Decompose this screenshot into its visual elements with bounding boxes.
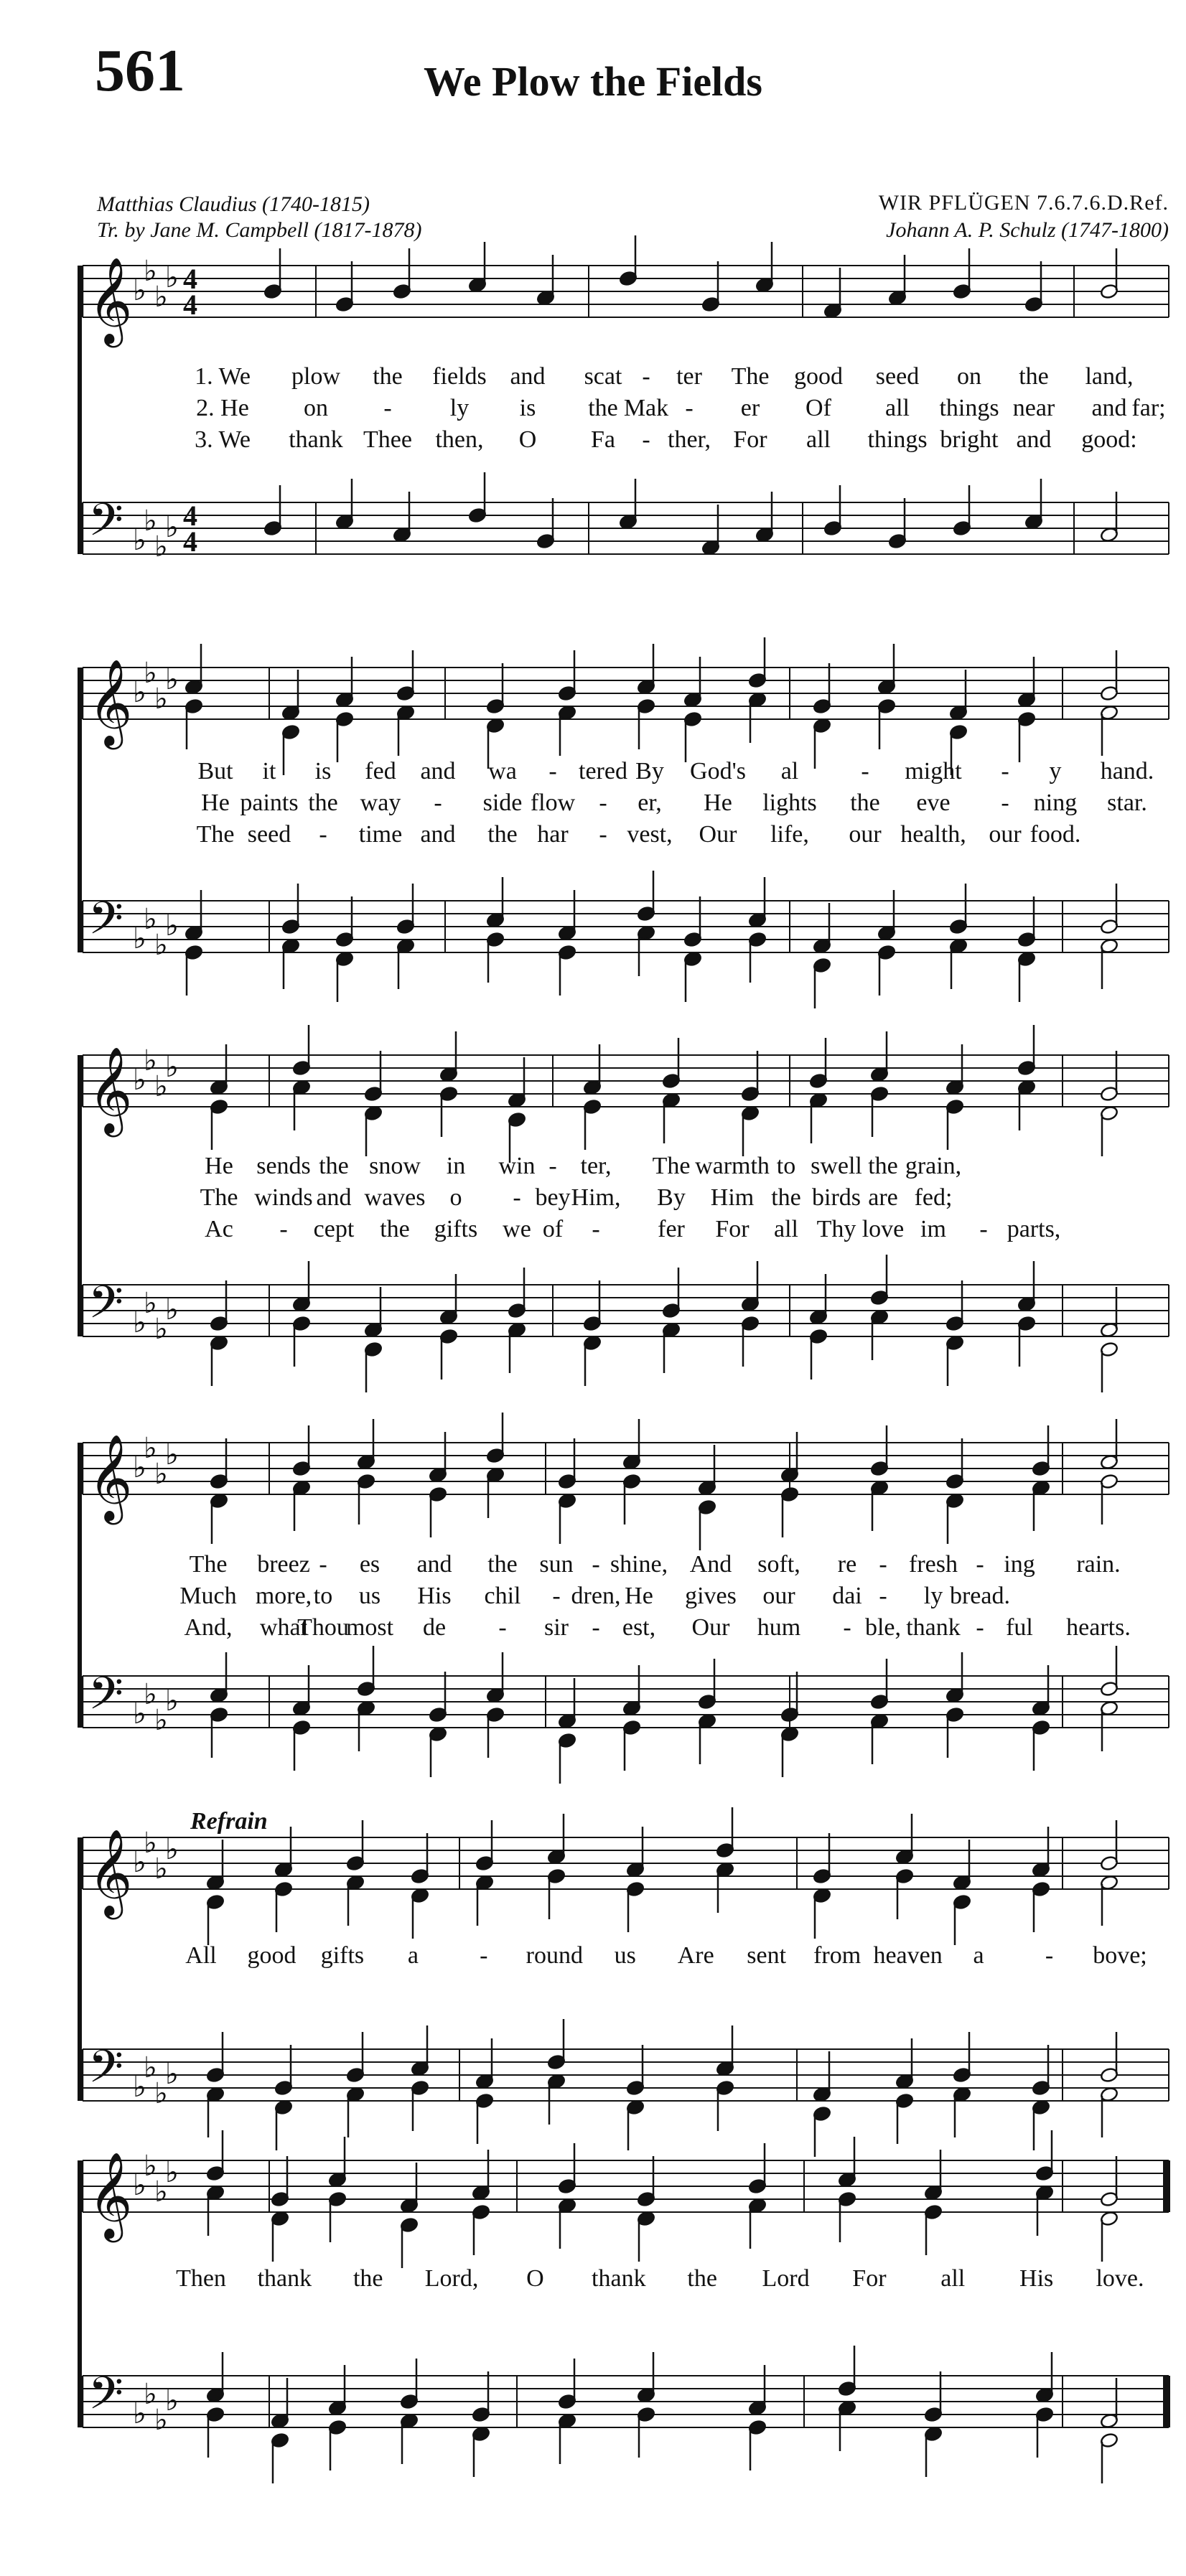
lyric-syllable: Fa (591, 426, 615, 453)
flat-icon: ♭ (154, 1853, 168, 1886)
lyric-syllable: 3. We (195, 426, 251, 453)
flat-icon: ♭ (144, 903, 157, 936)
lyric-syllable: He (625, 1583, 653, 1609)
lyric-syllable: is (314, 758, 332, 784)
lyric-syllable: gifts (434, 1216, 478, 1242)
lyric-syllable: the (487, 1551, 518, 1578)
lyric-syllable: shine, (610, 1551, 668, 1578)
flat-icon: ♭ (144, 2378, 157, 2411)
lyric-syllable: er (740, 395, 760, 421)
lyric-syllable: - (592, 1216, 600, 1242)
flat-icon: ♭ (133, 1697, 146, 1730)
lyric-syllable: and (1091, 395, 1127, 421)
lyric-syllable: God's (690, 758, 746, 784)
lyric-syllable: our (989, 821, 1022, 848)
final-barline (1163, 2376, 1170, 2427)
flat-icon: ♭ (144, 1044, 157, 1077)
lyric-syllable: warmth (695, 1153, 770, 1179)
flat-icon: ♭ (165, 2384, 179, 2417)
lyric-syllable: winds (254, 1184, 313, 1211)
lyric-syllable: gives (685, 1583, 737, 1609)
lyric-syllable: - (319, 821, 327, 848)
lyric-syllable: to (776, 1153, 796, 1179)
flat-icon: ♭ (165, 2156, 179, 2189)
flat-icon: ♭ (133, 1846, 146, 1879)
flat-icon: ♭ (133, 1306, 146, 1339)
lyric-syllable: our (762, 1583, 795, 1609)
flat-icon: ♭ (165, 261, 179, 294)
lyric-syllable: ly (449, 395, 470, 421)
lyric-syllable: lights (762, 790, 817, 816)
lyric-syllable: and (416, 1551, 452, 1578)
lyric-syllable: Him, (571, 1184, 621, 1211)
time-signature: 4 (183, 525, 197, 558)
flat-icon: ♭ (144, 505, 157, 538)
lyric-syllable: For (733, 426, 767, 453)
lyric-syllable: the (380, 1216, 410, 1242)
lyric-syllable: fer (658, 1216, 685, 1242)
bass-clef-icon: 𝄢 (88, 891, 123, 955)
lyric-syllable: breez (257, 1551, 310, 1578)
lyric-syllable: - (552, 1583, 561, 1609)
lyric-syllable: - (480, 1942, 488, 1969)
time-signature: 4 (183, 263, 197, 295)
lyric-syllable: sun (539, 1551, 574, 1578)
bass-clef-icon: 𝄢 (88, 2366, 123, 2430)
lyric-syllable: most (345, 1614, 394, 1641)
lyric-syllable: est, (622, 1614, 656, 1641)
lyric-syllable: swell (811, 1153, 862, 1179)
lyric-syllable: The (731, 363, 770, 390)
lyric-syllable: plow (291, 363, 340, 390)
lyric-syllable: ther, (668, 426, 711, 453)
lyric-syllable: and (316, 1184, 352, 1211)
flat-icon: ♭ (165, 1685, 179, 1718)
flat-icon: ♭ (144, 1827, 157, 1860)
lyric-syllable: thank (906, 1614, 961, 1641)
lyric-syllable: the (771, 1184, 801, 1211)
lyric-syllable: - (979, 1216, 988, 1242)
lyric-syllable: gifts (320, 1942, 365, 1969)
lyric-syllable: His (1019, 2265, 1054, 2292)
lyric-syllable: paints (240, 790, 299, 816)
lyric-syllable: He (704, 790, 732, 816)
lyric-syllable: Much (179, 1583, 237, 1609)
lyric-syllable: grain, (905, 1153, 962, 1179)
lyric-syllable: By (657, 1184, 686, 1211)
hymn-number: 561 (95, 37, 185, 104)
lyric-syllable: flow (530, 790, 576, 816)
lyric-syllable: Lord, (424, 2265, 479, 2292)
lyric-syllable: the (687, 2265, 717, 2292)
flat-icon: ♭ (154, 1458, 168, 1491)
flat-icon: ♭ (154, 2077, 168, 2110)
lyric-syllable: good: (1081, 426, 1137, 453)
lyric-syllable: thank (289, 426, 343, 453)
lyric-syllable: - (592, 1614, 600, 1641)
flat-icon: ♭ (165, 2058, 179, 2091)
flat-icon: ♭ (133, 2397, 146, 2430)
lyric-syllable: re (837, 1551, 857, 1578)
lyric-syllable: far; (1131, 395, 1166, 421)
lyric-syllable: Ac (205, 1216, 233, 1242)
lyric-syllable: more, (255, 1583, 312, 1609)
lyric-syllable: heaven (873, 1942, 943, 1969)
lyric-syllable: - (976, 1551, 984, 1578)
lyric-syllable: And (689, 1551, 732, 1578)
bass-clef-icon: 𝄢 (88, 1275, 123, 1339)
lyric-syllable: bread. (949, 1583, 1011, 1609)
bass-clef-icon: 𝄢 (88, 493, 123, 557)
lyric-syllable: time (358, 821, 403, 848)
lyric-syllable: thank (257, 2265, 312, 2292)
flat-icon: ♭ (144, 2150, 157, 2183)
lyric-syllable: fresh (909, 1551, 958, 1578)
lyric-syllable: - (592, 1551, 600, 1578)
lyric-syllable: de (422, 1614, 447, 1641)
flat-icon: ♭ (144, 1678, 157, 1711)
flat-icon: ♭ (144, 1432, 157, 1465)
lyric-syllable: Mak (623, 395, 669, 421)
flat-icon: ♭ (165, 511, 179, 544)
lyric-syllable: Thou (297, 1614, 349, 1641)
author-credit: Matthias Claudius (1740-1815) (97, 192, 370, 216)
flat-icon: ♭ (133, 1064, 146, 1097)
final-barline (1163, 2160, 1170, 2212)
lyric-syllable: good (794, 363, 843, 390)
lyric-syllable: way (360, 790, 401, 816)
lyric-syllable: But (197, 758, 233, 784)
lyric-syllable: win (498, 1153, 536, 1179)
lyric-syllable: - (279, 1216, 288, 1242)
flat-icon: ♭ (144, 1287, 157, 1320)
lyric-syllable: and (420, 758, 456, 784)
flat-icon: ♭ (154, 929, 168, 962)
lyric-syllable: fed (365, 758, 396, 784)
lyric-syllable: the (487, 821, 518, 848)
lyric-syllable: on (957, 363, 981, 390)
treble-clef-icon: 𝄞 (88, 658, 133, 746)
lyric-syllable: O (518, 426, 537, 453)
lyric-syllable: soft, (757, 1551, 800, 1578)
flat-icon: ♭ (133, 676, 146, 709)
lyric-syllable: the (352, 2265, 383, 2292)
lyric-syllable: parts, (1007, 1216, 1061, 1242)
lyric-syllable: life, (770, 821, 809, 848)
flat-icon: ♭ (133, 2071, 146, 2104)
lyric-syllable: hearts. (1066, 1614, 1131, 1641)
time-signature: 4 (183, 500, 197, 532)
treble-clef-icon: 𝄞 (88, 1828, 133, 1916)
flat-icon: ♭ (154, 2404, 168, 2437)
lyric-syllable: might (905, 758, 962, 784)
lyric-syllable: ning (1033, 790, 1078, 816)
lyric-syllable: rain. (1076, 1551, 1121, 1578)
lyric-syllable: sends (256, 1153, 311, 1179)
lyric-syllable: the (588, 395, 618, 421)
lyric-syllable: He (201, 790, 230, 816)
lyric-syllable: ble, (864, 1614, 902, 1641)
treble-clef-icon: 𝄞 (88, 1046, 133, 1133)
treble-clef-icon: 𝄞 (88, 1433, 133, 1521)
lyric-syllable: the (850, 790, 880, 816)
lyric-syllable: and (420, 821, 456, 848)
translator-credit: Tr. by Jane M. Campbell (1817-1878) (97, 218, 422, 242)
lyric-syllable: ly (923, 1583, 943, 1609)
lyric-syllable: - (976, 1614, 984, 1641)
lyric-syllable: is (519, 395, 536, 421)
flat-icon: ♭ (165, 1438, 179, 1471)
flat-icon: ♭ (154, 1070, 168, 1103)
treble-clef-icon: 𝄞 (88, 2151, 133, 2239)
lyric-syllable: - (642, 426, 650, 453)
lyric-syllable: es (359, 1551, 380, 1578)
lyric-syllable: health, (900, 821, 966, 848)
lyric-syllable: from (813, 1942, 862, 1969)
flat-icon: ♭ (144, 255, 157, 288)
lyric-syllable: side (482, 790, 523, 816)
lyric-syllable: - (879, 1551, 887, 1578)
lyric-syllable: snow (369, 1153, 421, 1179)
lyric-syllable: - (879, 1583, 887, 1609)
lyric-syllable: near (1012, 395, 1055, 421)
lyric-syllable: im (920, 1216, 946, 1242)
lyric-syllable: By (635, 758, 664, 784)
flat-icon: ♭ (154, 530, 168, 563)
lyric-syllable: Of (806, 395, 831, 421)
lyric-syllable: 2. He (196, 395, 249, 421)
lyric-syllable: then, (435, 426, 484, 453)
lyric-syllable: the (1019, 363, 1049, 390)
lyric-syllable: seed (875, 363, 920, 390)
lyric-syllable: star. (1107, 790, 1147, 816)
lyric-syllable: ful (1006, 1614, 1033, 1641)
lyric-syllable: to (313, 1583, 333, 1609)
flat-icon: ♭ (165, 909, 179, 942)
lyric-syllable: - (1001, 758, 1009, 784)
lyric-syllable: birds (812, 1184, 861, 1211)
tune-name: WIR PFLÜGEN 7.6.7.6.D.Ref. (878, 191, 1169, 215)
flat-icon: ♭ (154, 281, 168, 314)
flat-icon: ♭ (133, 922, 146, 955)
lyric-syllable: round (526, 1942, 583, 1969)
lyric-syllable: and (510, 363, 546, 390)
lyric-syllable: For (715, 1216, 750, 1242)
lyric-syllable: all (940, 2265, 966, 2292)
lyric-syllable: Lord (762, 2265, 810, 2292)
lyric-syllable: - (599, 821, 607, 848)
flat-icon: ♭ (165, 1293, 179, 1326)
lyric-syllable: The (652, 1153, 691, 1179)
lyric-syllable: O (526, 2265, 544, 2292)
lyric-syllable: fed; (914, 1184, 953, 1211)
lyric-syllable: - (599, 790, 607, 816)
hymn-title: We Plow the Fields (423, 58, 762, 105)
lyric-syllable: ter (676, 363, 702, 390)
lyric-syllable: Thy (816, 1216, 856, 1242)
lyric-syllable: the (868, 1153, 898, 1179)
lyric-syllable: Then (176, 2265, 226, 2292)
lyric-syllable: it (262, 758, 276, 784)
lyric-syllable: Him (710, 1184, 755, 1211)
lyric-syllable: the (373, 363, 403, 390)
lyric-syllable: The (189, 1551, 228, 1578)
lyric-syllable: Are (677, 1942, 714, 1969)
lyric-syllable: o (449, 1184, 462, 1211)
lyric-syllable: hum (757, 1614, 801, 1641)
lyric-syllable: ing (1004, 1551, 1035, 1578)
flat-icon: ♭ (154, 683, 168, 716)
lyric-syllable: tered (579, 758, 627, 784)
lyric-syllable: 1. We (195, 363, 251, 390)
lyric-syllable: dai (832, 1583, 862, 1609)
flat-icon: ♭ (154, 1704, 168, 1737)
flat-icon: ♭ (133, 524, 146, 557)
lyric-syllable: and (1016, 426, 1052, 453)
lyric-syllable: seed (247, 821, 291, 848)
lyric-syllable: our (849, 821, 882, 848)
lyric-syllable: bright (940, 426, 999, 453)
composer-credit: Johann A. P. Schulz (1747-1800) (886, 218, 1169, 242)
lyric-syllable: - (383, 395, 392, 421)
lyric-syllable: - (685, 395, 694, 421)
lyric-syllable: chil (484, 1583, 521, 1609)
lyric-syllable: hand. (1100, 758, 1154, 784)
lyric-syllable: - (319, 1551, 327, 1578)
lyric-syllable: good (247, 1942, 296, 1969)
lyric-syllable: - (642, 363, 650, 390)
lyric-syllable: Our (691, 1614, 730, 1641)
refrain-label: Refrain (190, 1808, 268, 1835)
flat-icon: ♭ (165, 1833, 179, 1866)
lyric-syllable: love (862, 1216, 905, 1242)
treble-clef-icon: 𝄞 (88, 256, 133, 344)
lyric-syllable: bove; (1093, 1942, 1147, 1969)
lyric-syllable: fields (432, 363, 487, 390)
lyric-syllable: Our (699, 821, 737, 848)
lyric-syllable: The (196, 821, 235, 848)
time-signature: 4 (183, 289, 197, 321)
flat-icon: ♭ (154, 1313, 168, 1346)
lyric-syllable: a (407, 1942, 419, 1969)
lyric-syllable: vest, (627, 821, 673, 848)
lyric-syllable: dren, (571, 1583, 621, 1609)
flat-icon: ♭ (144, 2051, 157, 2084)
lyric-syllable: we (503, 1216, 531, 1242)
lyric-syllable: all (774, 1216, 798, 1242)
lyric-syllable: all (885, 395, 910, 421)
lyric-syllable: - (1001, 790, 1009, 816)
lyric-syllable: - (513, 1184, 521, 1211)
lyric-syllable: are (868, 1184, 898, 1211)
flat-icon: ♭ (133, 2169, 146, 2202)
lyric-syllable: things (867, 426, 928, 453)
bass-clef-icon: 𝄢 (88, 2040, 123, 2104)
lyric-syllable: the (308, 790, 338, 816)
lyric-syllable: what (259, 1614, 308, 1641)
lyric-syllable: al (780, 758, 799, 784)
lyric-syllable: His (417, 1583, 452, 1609)
lyric-syllable: ter, (580, 1153, 612, 1179)
flat-icon: ♭ (133, 274, 146, 307)
lyric-syllable: us (614, 1942, 636, 1969)
lyric-syllable: in (446, 1153, 466, 1179)
lyric-syllable: sent (747, 1942, 787, 1969)
lyric-syllable: - (548, 1153, 557, 1179)
lyric-syllable: thank (592, 2265, 646, 2292)
lyric-syllable: He (205, 1153, 233, 1179)
lyric-syllable: - (498, 1614, 507, 1641)
lyric-syllable: The (200, 1184, 238, 1211)
lyric-syllable: all (806, 426, 831, 453)
lyric-syllable: sir (544, 1614, 569, 1641)
lyric-syllable: - (548, 758, 557, 784)
lyric-syllable: eve (916, 790, 951, 816)
lyric-syllable: - (843, 1614, 851, 1641)
flat-icon: ♭ (165, 1051, 179, 1084)
lyric-syllable: bey (535, 1184, 571, 1211)
lyric-syllable: land, (1085, 363, 1134, 390)
lyric-syllable: Thee (363, 426, 412, 453)
flat-icon: ♭ (133, 1451, 146, 1484)
lyric-syllable: y (1049, 758, 1062, 784)
lyric-syllable: waves (364, 1184, 426, 1211)
lyric-syllable: - (434, 790, 442, 816)
lyric-syllable: the (319, 1153, 349, 1179)
flat-icon: ♭ (144, 657, 157, 690)
lyric-syllable: For (852, 2265, 887, 2292)
lyric-syllable: a (973, 1942, 984, 1969)
lyric-syllable: wa (488, 758, 517, 784)
lyric-syllable: love. (1096, 2265, 1144, 2292)
lyric-syllable: - (1045, 1942, 1054, 1969)
lyric-syllable: har (537, 821, 569, 848)
flat-icon: ♭ (154, 2175, 168, 2209)
lyric-syllable: cept (313, 1216, 355, 1242)
lyric-syllable: food. (1029, 821, 1081, 848)
lyric-syllable: - (861, 758, 869, 784)
lyric-syllable: er, (638, 790, 662, 816)
flat-icon: ♭ (165, 663, 179, 696)
lyric-syllable: us (358, 1583, 381, 1609)
lyric-syllable: scat (584, 363, 622, 390)
lyric-syllable: And, (184, 1614, 233, 1641)
lyric-syllable: things (939, 395, 999, 421)
lyric-syllable: All (185, 1942, 217, 1969)
lyric-syllable: on (304, 395, 328, 421)
lyric-syllable: of (542, 1216, 564, 1242)
bass-clef-icon: 𝄢 (88, 1667, 123, 1730)
